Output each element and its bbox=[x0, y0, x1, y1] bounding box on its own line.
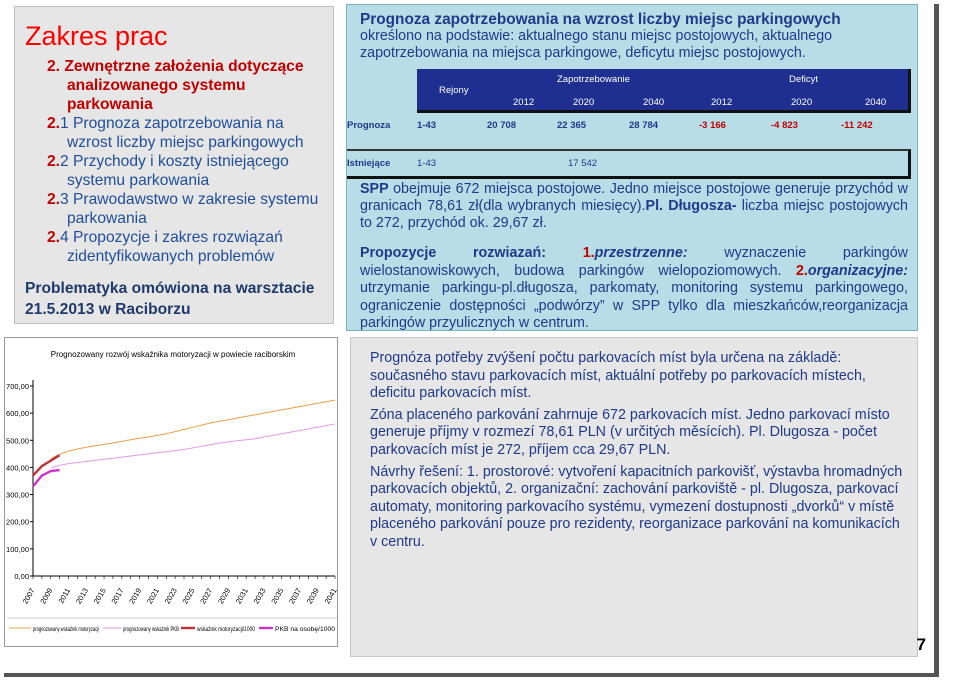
table-cell: 17 542 bbox=[568, 158, 598, 169]
proposal-label: organizacyjne: bbox=[807, 262, 908, 279]
agenda-item-text: 2 Przychody i koszty istniejącego systemu parkowania bbox=[60, 153, 289, 189]
agenda-item-number: 2. bbox=[47, 229, 61, 246]
y-tick-label: 300,00 bbox=[6, 490, 29, 500]
x-tick-label: 2031 bbox=[233, 586, 250, 606]
table-cell: 1-43 bbox=[417, 120, 437, 131]
header-year: 2012 bbox=[711, 97, 733, 108]
proposals-lead: Propozycje rozwiazań: bbox=[360, 245, 547, 261]
x-tick-label: 2041 bbox=[322, 586, 339, 606]
table-cell: -11 242 bbox=[841, 120, 873, 131]
x-tick-label: 2029 bbox=[216, 586, 233, 606]
row-label: Prognoza bbox=[347, 120, 391, 131]
chart-title: Prognozowany rozwój wskaźnika motoryzacji w powiecie raciborskim bbox=[50, 350, 296, 359]
page-number: 7 bbox=[916, 635, 926, 654]
x-tick-label: 2011 bbox=[56, 586, 73, 605]
y-tick-label: 400,00 bbox=[6, 463, 29, 473]
agenda-item-text: Zewnętrzne założenia dotyczące analizowanego systemu parkowania bbox=[60, 58, 304, 113]
table-row bbox=[347, 149, 911, 179]
x-tick-label: 2007 bbox=[20, 586, 37, 606]
table-header bbox=[417, 69, 911, 113]
x-tick-label: 2035 bbox=[269, 586, 286, 606]
agenda-panel bbox=[14, 6, 334, 324]
y-tick-label: 600,00 bbox=[6, 409, 29, 419]
y-tick-label: 0,00 bbox=[14, 572, 29, 581]
proposals-paragraph bbox=[360, 245, 908, 333]
agenda-item-number: 2. bbox=[47, 153, 61, 170]
x-tick-label: 2027 bbox=[198, 586, 215, 606]
spp-pl: Pl. Długosza- bbox=[645, 198, 737, 214]
row-label: Istniejące bbox=[347, 158, 391, 169]
agenda-item-number: 2. bbox=[47, 115, 61, 132]
x-tick-label: 2025 bbox=[180, 586, 197, 606]
table-cell: 1-43 bbox=[417, 158, 437, 169]
agenda-item bbox=[25, 114, 325, 152]
x-tick-label: 2013 bbox=[73, 586, 91, 606]
shadow-edge bbox=[4, 673, 939, 677]
forecast-title: Prognoza zapotrzebowania na wzrost liczby miejsc parkingowych bbox=[360, 11, 841, 28]
series-line-1 bbox=[51, 400, 335, 459]
x-tick-label: 2021 bbox=[144, 586, 162, 606]
agenda-list bbox=[25, 57, 325, 266]
agenda-item bbox=[25, 228, 325, 266]
proposal-text: utrzymanie parkingu-pl.długosza, parkomaty, monitoring systemu parkingowego, ograniczenie dostępności „podwórzy” w SPP tylko dla mieszkańców,reorganizacja parkingów przyulicznych w centrum. bbox=[360, 280, 908, 331]
agenda-item-text: 1 Prognoza zapotrzebowania na wzrost liczby miejsc parkingowych bbox=[60, 115, 304, 151]
agenda-item bbox=[25, 190, 325, 228]
motorization-chart bbox=[4, 337, 338, 647]
agenda-item-text: 3 Prawodawstwo w zakresie systemu parkowania bbox=[60, 191, 319, 227]
proposal-text: wyznaczenie parkingów wielostanowiskowych, budowa parkingów wielopoziomowych. bbox=[360, 245, 908, 279]
header-year: 2020 bbox=[791, 97, 813, 108]
legend-label: PKB na osobę/1000 bbox=[275, 626, 336, 633]
agenda-item-text: 4 Propozycje i zakres rozwiązań zidentyfikowanych problemów bbox=[60, 229, 283, 265]
header-year: 2012 bbox=[513, 97, 535, 108]
workshop-note: Problematyka omówiona na warsztacie 21.5.2013 w Raciborzu bbox=[25, 280, 315, 318]
y-tick-label: 500,00 bbox=[6, 436, 29, 446]
header-year: 2040 bbox=[865, 97, 887, 108]
y-tick-label: 100,00 bbox=[6, 544, 29, 554]
x-tick-label: 2017 bbox=[109, 586, 126, 606]
x-tick-label: 2009 bbox=[38, 586, 55, 606]
x-tick-label: 2037 bbox=[287, 586, 304, 606]
legend-label: prognozowany wskaźnik PKB bbox=[123, 626, 180, 633]
spp-text-2: liczba miejsc postojowych to 272, przychód ok. 29,67 zł. bbox=[360, 198, 908, 231]
czech-paragraph: Prognóza potřeby zvýšení počtu parkovacích míst byla určena na základě: současného stavu parkovacích míst, aktuální potřeby po parkovacích místech, deficitu parkovacích míst. bbox=[370, 350, 866, 402]
table-row bbox=[347, 117, 911, 137]
legend-label: prognozowany wskaźnik motoryzacji bbox=[33, 626, 100, 633]
y-tick-label: 200,00 bbox=[6, 517, 29, 527]
chart-svg bbox=[5, 338, 339, 648]
x-tick-label: 2023 bbox=[162, 586, 179, 606]
forecast-panel bbox=[346, 4, 918, 331]
agenda-item bbox=[25, 152, 325, 190]
spp-lead: SPP bbox=[360, 181, 389, 197]
table-cell: -3 166 bbox=[699, 120, 726, 131]
x-tick-label: 2015 bbox=[91, 586, 108, 606]
x-tick-label: 2033 bbox=[251, 586, 268, 606]
agenda-item-number: 2. bbox=[47, 58, 61, 75]
table-cell: 28 784 bbox=[629, 120, 659, 131]
header-year: 2020 bbox=[573, 97, 595, 108]
table-cell: 20 708 bbox=[487, 120, 517, 131]
proposal-label: przestrzenne: bbox=[594, 245, 688, 261]
table-cell: 22 365 bbox=[557, 120, 587, 131]
table-cell: -4 823 bbox=[771, 120, 798, 131]
proposal-num: 2. bbox=[795, 262, 808, 279]
y-tick-label: 700,00 bbox=[6, 382, 29, 391]
header-year: 2040 bbox=[643, 97, 665, 108]
spp-paragraph bbox=[360, 181, 908, 232]
legend-label: wskaźnik motoryzacji/1000 bbox=[196, 626, 256, 633]
czech-paragraph: Návrhy řešení: 1. prostorové: vytvoření kapacitních parkovišť, výstavba hromadných parkovacích objektů, 2. organizační: zachování parkoviště - pl. Dlugosza, parkovací automaty, monitoring parkovacího systému, vymezení dostupnosti „dvorků“ v místě placeného parkování pouze pro rezidenty, reorganizace parkování na komunikacích v centru. bbox=[370, 463, 903, 550]
shadow-edge bbox=[934, 4, 939, 676]
agenda-title: Zakres prac bbox=[25, 21, 168, 51]
forecast-description: określono na podstawie: aktualnego stanu miejsc postojowych, aktualnego zapotrzebowania na miejsca parkingowe, deficytu miejsc postojowych. bbox=[360, 28, 833, 61]
agenda-item bbox=[25, 57, 325, 114]
agenda-item-number: 2. bbox=[47, 191, 61, 208]
spp-text: obejmuje 672 miejsca postojowe. Jedno miejsce postojowe generuje przychód w granicach 78,61 zł(dla wybranych miesięcy). bbox=[360, 181, 908, 214]
header-zapotrzebowanie: Zapotrzebowanie bbox=[557, 74, 630, 85]
x-tick-label: 2039 bbox=[304, 586, 321, 606]
czech-paragraph: Zóna placeného parkování zahrnuje 672 parkovacích míst. Jedno parkovací místo generuje příjmy v rozmezí 78,61 PLN (v určitých měsících). Pl. Dlugosza - počet parkovacích míst je 272, příjem cca 29,67 PLN. bbox=[370, 406, 890, 458]
x-tick-label: 2019 bbox=[127, 586, 144, 606]
header-rejony: Rejony bbox=[439, 85, 469, 96]
header-deficyt: Deficyt bbox=[789, 74, 819, 85]
czech-panel bbox=[350, 337, 918, 657]
proposal-num: 1. bbox=[546, 245, 595, 261]
